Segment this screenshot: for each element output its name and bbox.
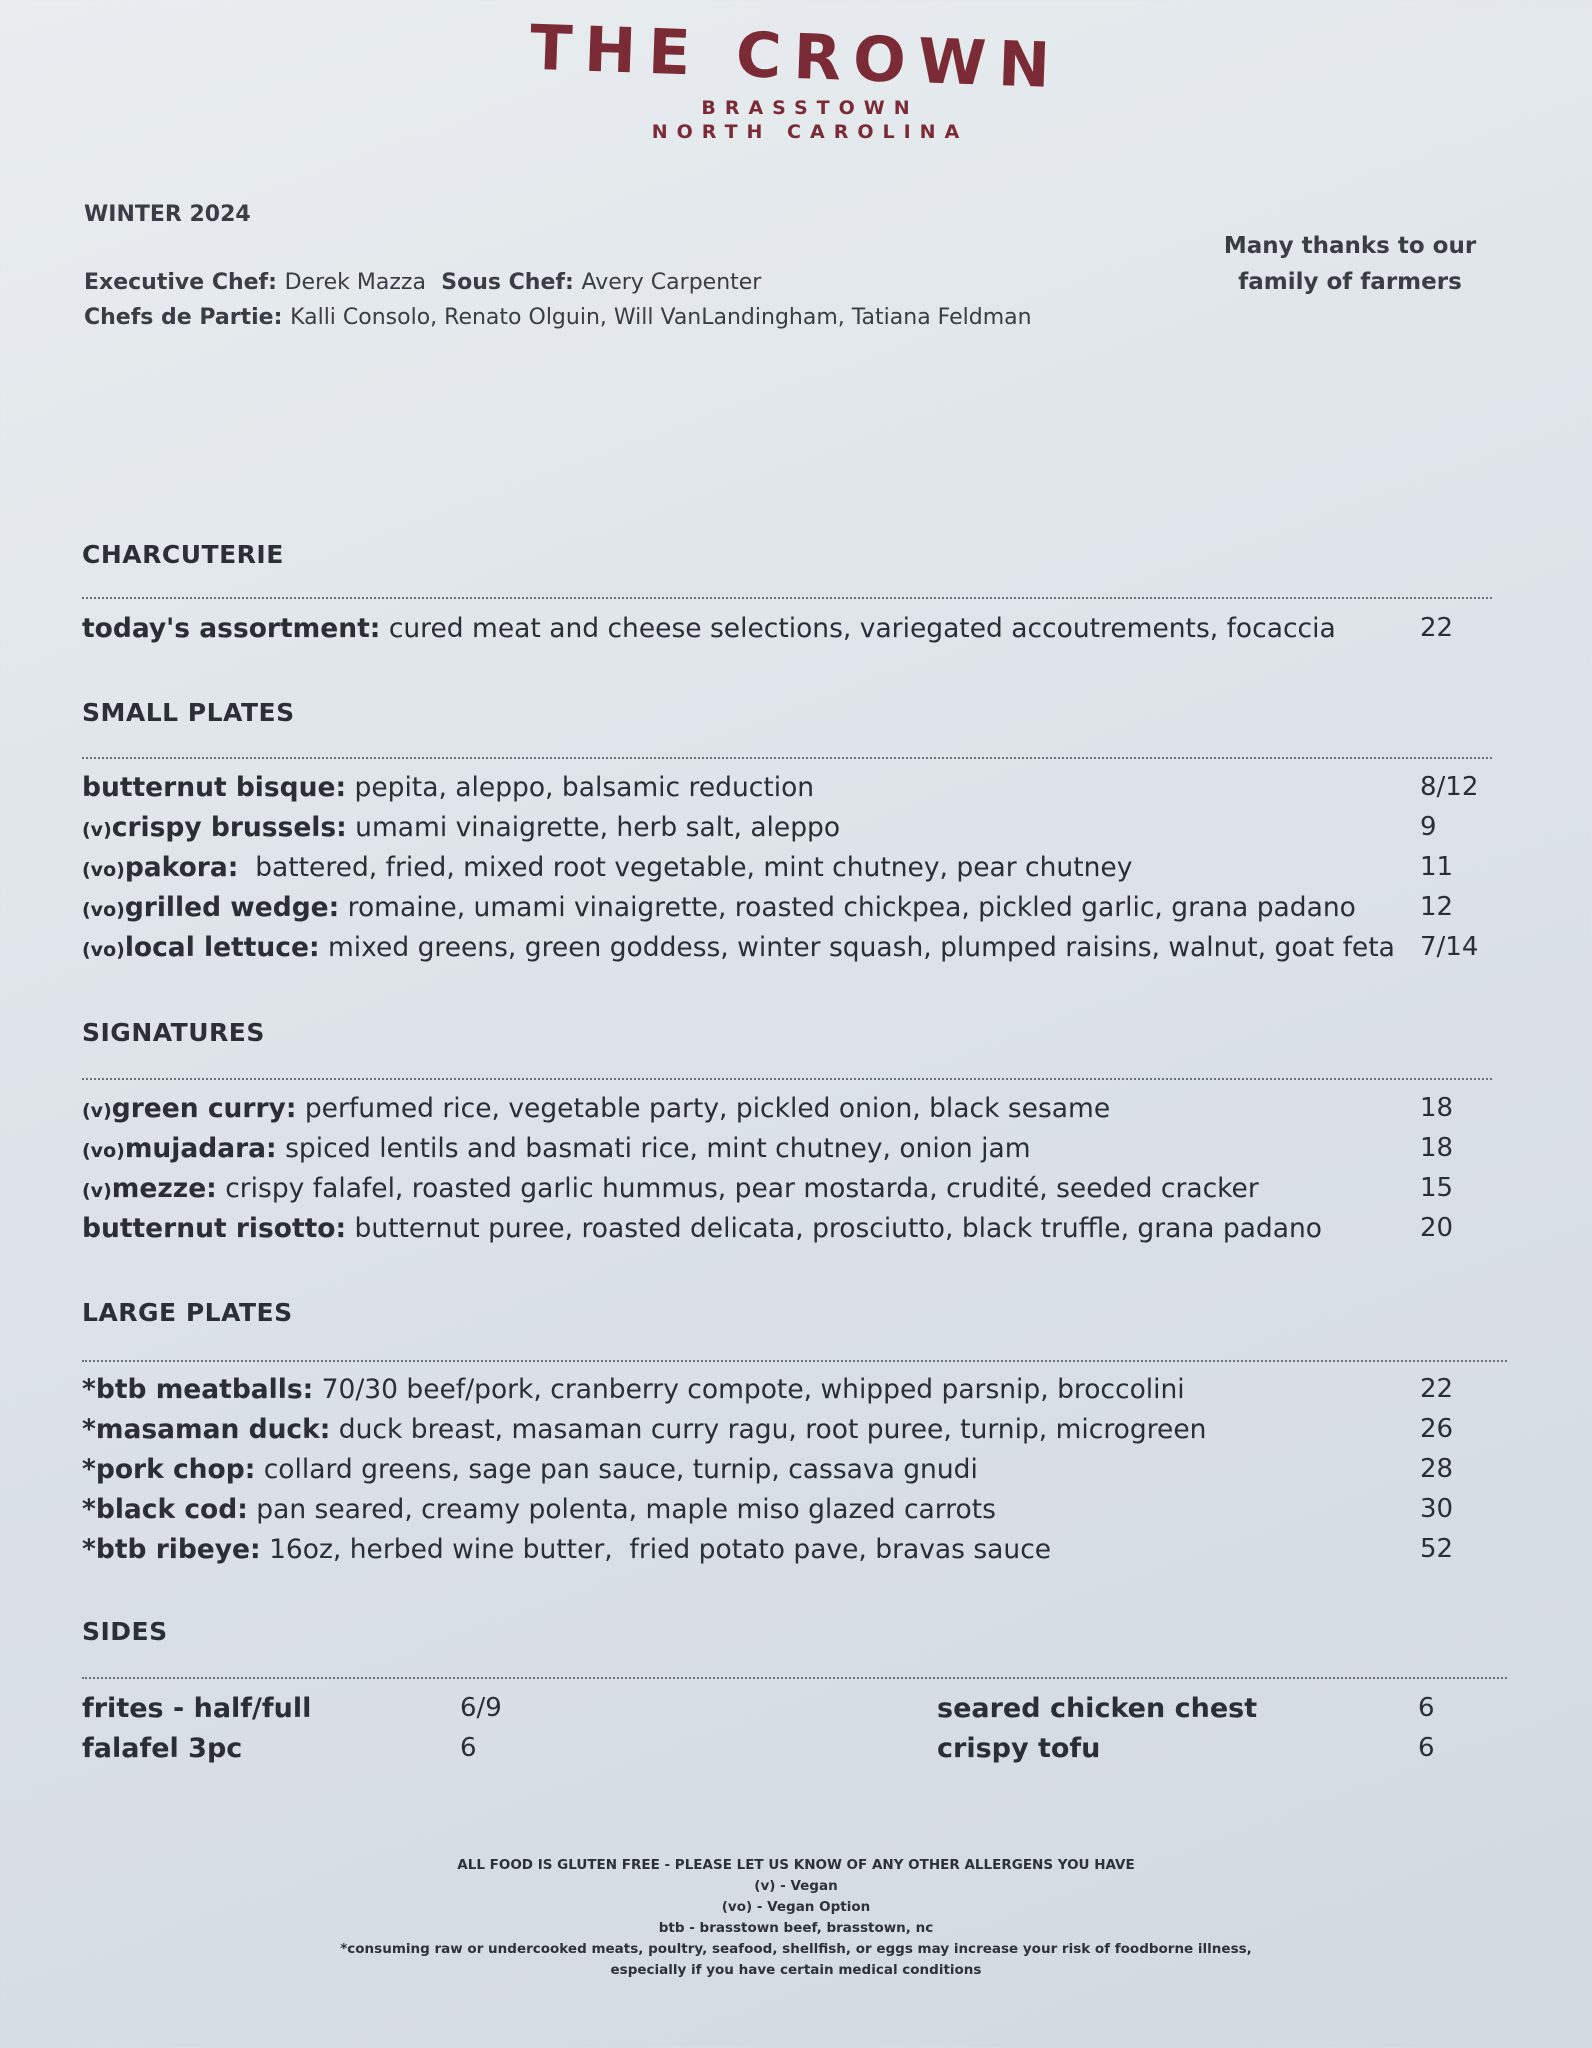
side-item-name: frites - half/full — [82, 1693, 312, 1724]
menu-item-name: *btb ribeye: — [82, 1534, 261, 1565]
menu-item-price: 18 — [1420, 1133, 1454, 1163]
raw-food-warning-cont: especially if you have certain medical conditions — [610, 1962, 982, 1978]
menu-item-description: butternut puree, roasted delicata, prosciutto, black truffle, grana padano — [346, 1213, 1322, 1244]
thanks-line-2: family of farmers — [1238, 269, 1462, 295]
menu-footer — [0, 1855, 1592, 1981]
menu-item-name: mujadara: — [124, 1133, 277, 1164]
menu-item-description: 16oz, herbed wine butter, fried potato pave, bravas sauce — [260, 1534, 1052, 1565]
section-title: SMALL PLATES — [82, 698, 295, 727]
menu-item-price: 22 — [1420, 1374, 1454, 1404]
section-title: SIDES — [82, 1617, 168, 1646]
menu-item-name: crispy brussels: — [111, 812, 347, 843]
diet-tag: (vo) — [82, 1140, 125, 1162]
menu-item-price: 9 — [1420, 812, 1437, 842]
restaurant-logo — [0, 10, 1592, 143]
menu-item-description: spiced lentils and basmati rice, mint chutney, onion jam — [276, 1133, 1031, 1164]
menu-item — [82, 772, 814, 803]
side-item-price: 6 — [1418, 1693, 1435, 1723]
menu-item — [82, 1494, 996, 1525]
menu-item-price: 52 — [1420, 1534, 1454, 1564]
menu-item-description: 70/30 beef/pork, cranberry compote, whipped parsnip, broccolini — [313, 1374, 1185, 1405]
menu-item-name: *black cod: — [82, 1494, 248, 1525]
menu-item-name: local lettuce: — [124, 932, 320, 963]
restaurant-name: THE CROWN — [528, 10, 1064, 103]
diet-tag: (v) — [82, 1100, 112, 1122]
side-item-price: 6 — [1418, 1733, 1435, 1763]
restaurant-city: BRASSTOWN — [701, 97, 919, 119]
menu-item-description: romaine, umami vinaigrette, roasted chickpea, pickled garlic, grana padano — [339, 892, 1356, 923]
menu-item — [82, 1133, 1031, 1164]
menu-item-description: umami vinaigrette, herb salt, aleppo — [346, 812, 841, 843]
diet-tag: (v) — [82, 1180, 112, 1202]
legend-vegan-option: (vo) - Vegan Option — [721, 1899, 871, 1915]
menu-item-price: 20 — [1420, 1213, 1454, 1243]
menu-item — [82, 892, 1356, 923]
menu-item-price: 15 — [1420, 1173, 1454, 1203]
side-item-price: 6 — [460, 1733, 477, 1763]
menu-item — [82, 1414, 1206, 1445]
menu-item-price: 8/12 — [1420, 772, 1479, 802]
menu-item-price: 7/14 — [1420, 932, 1479, 962]
chef-credits — [84, 270, 761, 295]
partie-label: Chefs de Partie: — [84, 305, 283, 330]
menu-item-name: *btb meatballs: — [82, 1374, 314, 1405]
side-item-price: 6/9 — [460, 1693, 502, 1723]
menu-item-name: today's assortment: — [82, 613, 381, 644]
menu-item-price: 22 — [1420, 613, 1454, 643]
menu-item — [82, 932, 1395, 963]
menu-item-price: 18 — [1420, 1093, 1454, 1123]
section-title: SIGNATURES — [82, 1018, 265, 1047]
diet-tag: (vo) — [82, 939, 125, 961]
menu-item-name: grilled wedge: — [124, 892, 340, 923]
raw-food-warning: *consuming raw or undercooked meats, poultry, seafood, shellfish, or eggs may increase your risk of foodborne illness, — [340, 1941, 1252, 1957]
menu-item-description: perfumed rice, vegetable party, pickled onion, black sesame — [296, 1093, 1111, 1124]
restaurant-state: NORTH CAROLINA — [651, 121, 969, 143]
menu-item-description: mixed greens, green goddess, winter squash, plumped raisins, walnut, goat feta — [319, 932, 1395, 963]
thanks-line-1: Many thanks to our — [1223, 233, 1477, 259]
menu-item — [82, 812, 840, 843]
menu-item-price: 26 — [1420, 1414, 1454, 1444]
section-divider — [82, 1360, 1507, 1362]
menu-item-name: *masaman duck: — [82, 1414, 331, 1445]
menu-item-name: mezze: — [111, 1173, 217, 1204]
menu-item-description: battered, fried, mixed root vegetable, mint chutney, pear chutney — [238, 852, 1133, 883]
exec-chef-label: Executive Chef: — [84, 270, 277, 295]
menu-item — [82, 1374, 1185, 1405]
section-divider — [82, 1677, 1507, 1679]
menu-item — [82, 1213, 1322, 1244]
partie-names: Kalli Consolo, Renato Olguin, Will VanLandingham, Tatiana Feldman — [290, 305, 1032, 330]
menu-item-name: green curry: — [111, 1093, 297, 1124]
menu-season: WINTER 2024 — [84, 202, 251, 227]
menu-item — [82, 852, 1132, 883]
diet-tag: (vo) — [82, 859, 125, 881]
menu-item-name: pakora: — [124, 852, 239, 883]
side-item-name: crispy tofu — [937, 1733, 1101, 1764]
legend-btb: btb - brasstown beef, brasstown, nc — [658, 1920, 934, 1936]
sous-chef-label: Sous Chef: — [441, 270, 574, 295]
menu-item-price: 12 — [1420, 892, 1454, 922]
diet-tag: (vo) — [82, 899, 125, 921]
menu-item-description: cured meat and cheese selections, variegated accoutrements, focaccia — [380, 613, 1336, 644]
menu-item — [82, 1454, 978, 1485]
diet-tag: (v) — [82, 819, 112, 841]
section-divider — [82, 1078, 1492, 1080]
menu-item-name: butternut bisque: — [82, 772, 347, 803]
farmer-thanks — [1200, 228, 1500, 300]
menu-item — [82, 613, 1336, 644]
menu-item — [82, 1173, 1259, 1204]
gluten-free-notice: ALL FOOD IS GLUTEN FREE - PLEASE LET US KNOW OF ANY OTHER ALLERGENS YOU HAVE — [457, 1857, 1135, 1873]
menu-item-description: pepita, aleppo, balsamic reduction — [346, 772, 815, 803]
side-item-name: falafel 3pc — [82, 1733, 243, 1764]
section-divider — [82, 757, 1492, 759]
menu-item — [82, 1534, 1051, 1565]
menu-item-description: collard greens, sage pan sauce, turnip, cassava gnudi — [255, 1454, 978, 1485]
menu-item-price: 11 — [1420, 852, 1454, 882]
section-title: CHARCUTERIE — [82, 540, 284, 569]
sous-chef-name: Avery Carpenter — [581, 270, 762, 295]
menu-item-description: duck breast, masaman curry ragu, root puree, turnip, microgreen — [330, 1414, 1207, 1445]
menu-item-price: 30 — [1420, 1494, 1454, 1524]
menu-item — [82, 1093, 1110, 1124]
menu-item-name: butternut risotto: — [82, 1213, 347, 1244]
section-divider — [82, 597, 1492, 599]
legend-vegan: (v) - Vegan — [754, 1878, 838, 1894]
menu-item-description: crispy falafel, roasted garlic hummus, pear mostarda, crudité, seeded cracker — [216, 1173, 1259, 1204]
section-title: LARGE PLATES — [82, 1298, 293, 1327]
exec-chef-name: Derek Mazza — [284, 270, 426, 295]
menu-item-name: *pork chop: — [82, 1454, 256, 1485]
menu-item-description: pan seared, creamy polenta, maple miso glazed carrots — [247, 1494, 996, 1525]
side-item-name: seared chicken chest — [937, 1693, 1258, 1724]
chefs-de-partie — [84, 305, 1032, 330]
menu-item-price: 28 — [1420, 1454, 1454, 1484]
